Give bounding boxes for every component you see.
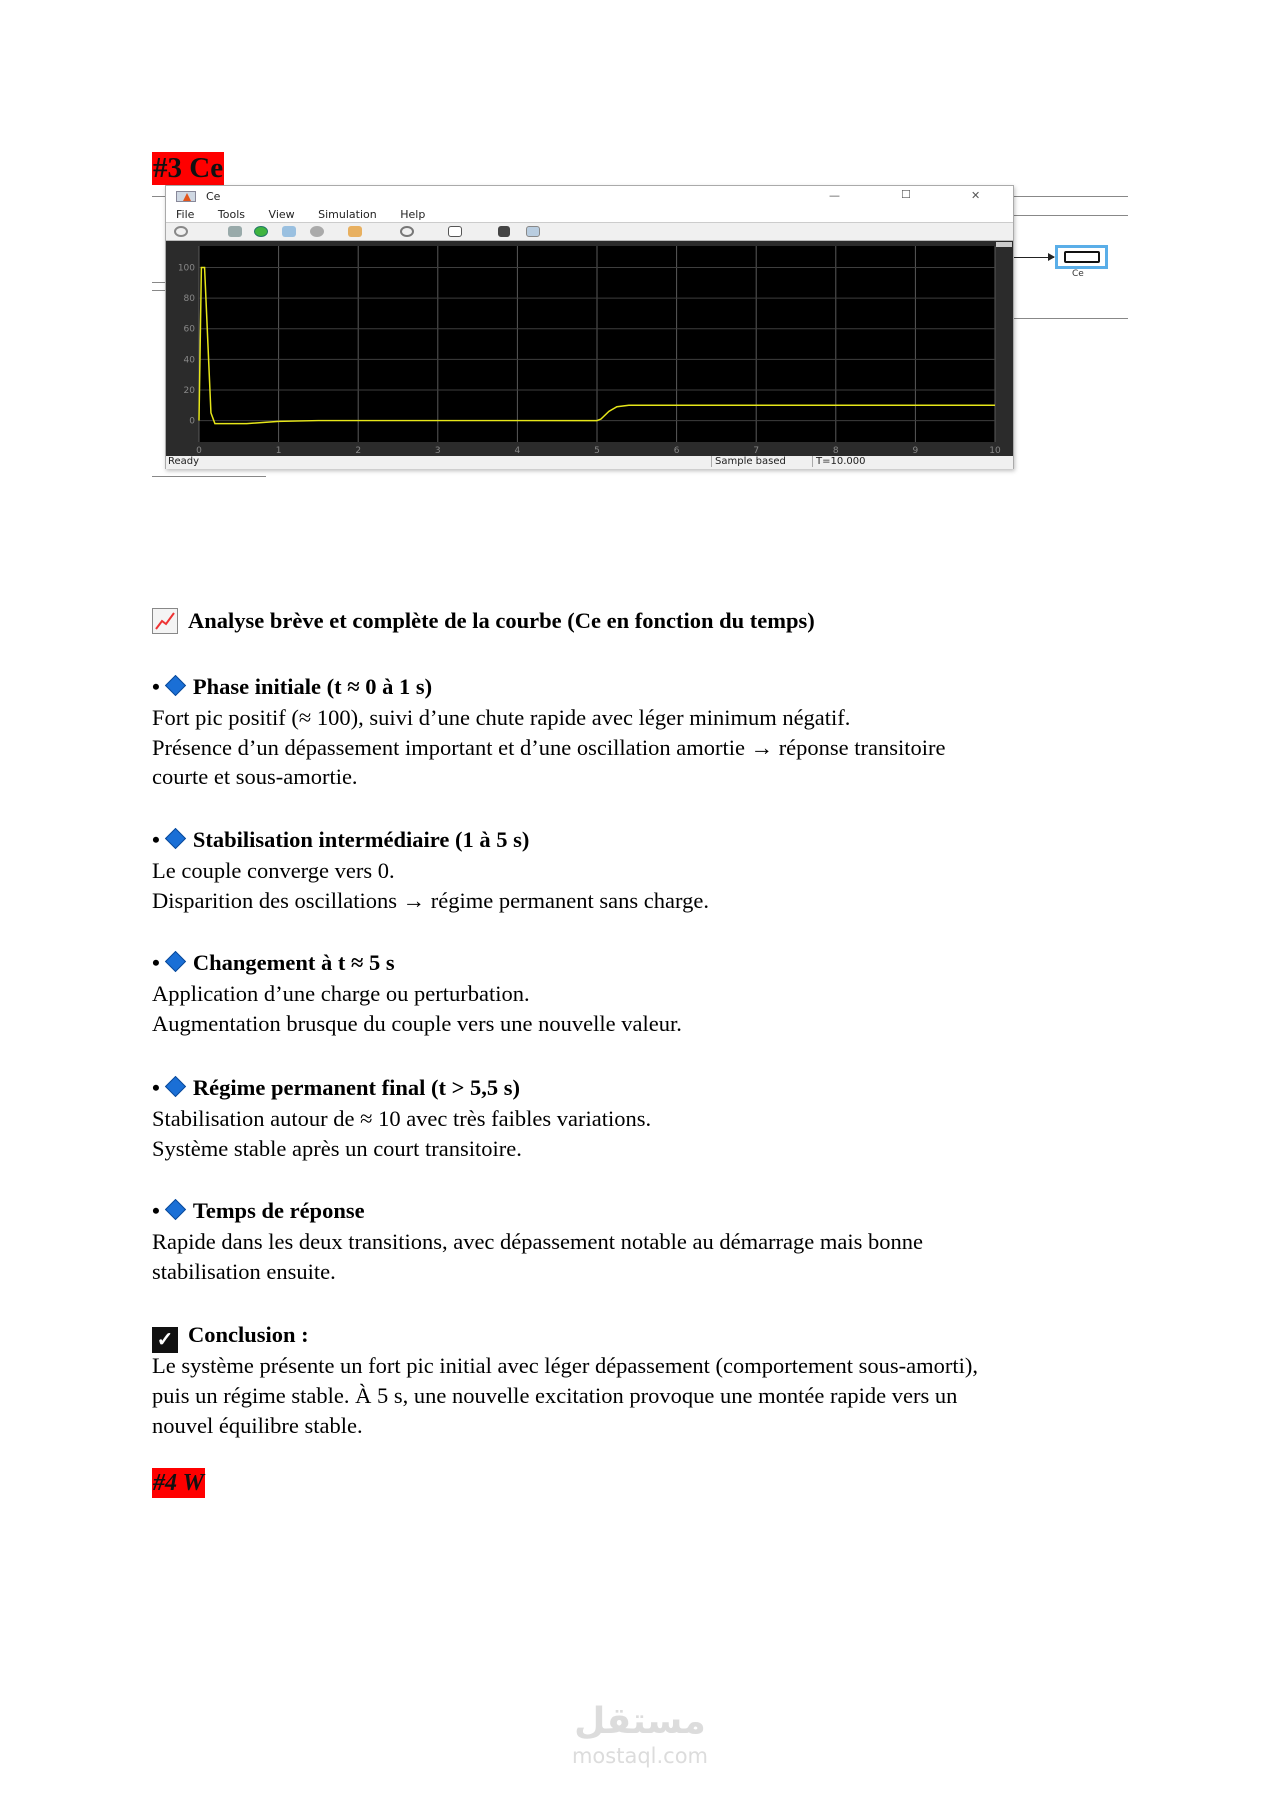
title-bar [166, 186, 1013, 208]
bullet-heading [152, 1073, 520, 1103]
watermark-latin: mostaql.com [571, 1744, 709, 1768]
watermark-arabic: مستقل [574, 1701, 706, 1742]
bullet-dot: • [152, 950, 160, 975]
x-tick-label: 4 [514, 446, 521, 456]
bullet-line: Application d’une charge ou perturbation. [152, 981, 530, 1006]
model-wire [1014, 318, 1128, 319]
section-4-tag: #4 W [153, 1470, 204, 1496]
bullet-line: Augmentation brusque du couple vers une nouvelle valeur. [152, 1010, 682, 1036]
blue-diamond-icon [165, 675, 186, 696]
conclusion-title: Conclusion : [188, 1322, 309, 1347]
model-wire [1014, 215, 1128, 216]
y-tick-label: 80 [183, 294, 195, 305]
chart-increasing-icon [152, 608, 178, 634]
conclusion-heading [152, 1320, 309, 1353]
blue-diamond-icon [165, 1076, 186, 1097]
menu-view[interactable]: View [268, 208, 295, 221]
x-tick-label: 1 [275, 446, 282, 456]
bullet-title: Phase initiale (t ≈ 0 à 1 s) [192, 674, 433, 699]
triggers-icon[interactable] [498, 226, 510, 237]
menu-help[interactable]: Help [400, 208, 426, 221]
scope-block[interactable] [1055, 245, 1108, 269]
bullet-line: Présence d’un dépassement important et d’une oscillation amortie → réponse transitoire [152, 734, 946, 760]
bullet-dot: • [152, 1075, 160, 1100]
bullet-title: Stabilisation intermédiaire (1 à 5 s) [192, 827, 530, 852]
bullet-line: Système stable après un court transitoire. [152, 1135, 522, 1161]
bullet-line: Disparition des oscillations → régime permanent sans charge. [152, 887, 709, 913]
bullet-line: Fort pic positif (≈ 100), suivi d’une chute rapide avec léger minimum négatif. [152, 705, 851, 730]
bullet-line: courte et sous-amortie. [152, 764, 358, 789]
y-tick-label: 60 [183, 324, 195, 335]
conclusion-line: Le système présente un fort pic initial avec léger dépassement (comportement sous-amorti), [152, 1353, 978, 1378]
bullet-line: Le couple converge vers 0. [152, 858, 395, 883]
conclusion-line: nouvel équilibre stable. [152, 1413, 363, 1438]
x-tick-label: 3 [434, 446, 441, 456]
menu-file[interactable]: File [176, 208, 195, 221]
conclusion-line: puis un régime stable. À 5 s, une nouvelle excitation provoque une montée rapide vers un [152, 1383, 958, 1408]
bullet-title: Régime permanent final (t > 5,5 s) [192, 1075, 521, 1100]
x-tick-label: 10 [989, 446, 1001, 456]
bullet-line: stabilisation ensuite. [152, 1258, 336, 1284]
step-forward-icon[interactable] [282, 226, 296, 237]
legend-toggle-icon [996, 242, 1012, 247]
menu-tools[interactable]: Tools [217, 208, 246, 221]
model-wire [152, 476, 266, 477]
bullet-dot: • [152, 827, 160, 852]
arrow-head-icon [1048, 253, 1055, 261]
model-wire [152, 196, 166, 197]
zoom-icon[interactable] [400, 226, 414, 237]
highlight-icon[interactable] [348, 226, 362, 237]
matlab-icon [176, 191, 196, 202]
blue-diamond-icon [165, 828, 186, 849]
bullet-heading [152, 1196, 365, 1226]
maximize-button[interactable]: ☐ [901, 188, 911, 201]
x-tick-label: 8 [832, 446, 839, 456]
run-button[interactable] [254, 226, 268, 237]
bullet-heading [152, 948, 395, 978]
status-time: T=10.000 [812, 456, 865, 467]
scope-display [166, 241, 1013, 456]
bullet-title: Temps de réponse [192, 1198, 365, 1223]
minimize-button[interactable]: — [829, 189, 840, 202]
bullet-line: Stabilisation autour de ≈ 10 avec très faibles variations. [152, 1106, 652, 1131]
section-3-tag: #3 Ce [153, 152, 224, 184]
y-tick-label: 0 [189, 416, 195, 427]
bullet-dot: • [152, 1198, 160, 1223]
status-ready: Ready [168, 456, 200, 467]
bullet-dot: • [152, 674, 160, 699]
analysis-heading [152, 606, 815, 636]
blue-diamond-icon [165, 1199, 186, 1220]
autoscale-icon[interactable] [448, 226, 462, 237]
stop-button[interactable] [310, 226, 324, 237]
analysis-heading-text: Analyse brève et complète de la courbe (Ce en fonction du temps) [188, 608, 815, 633]
x-tick-label: 9 [912, 446, 919, 456]
settings-gear-icon[interactable] [174, 226, 188, 237]
x-tick-label: 6 [673, 446, 680, 456]
model-wire [152, 282, 166, 283]
toolbar [166, 223, 1013, 241]
menu-bar [166, 208, 1013, 223]
y-tick-label: 40 [183, 355, 195, 366]
check-mark-icon: ✓ [152, 1327, 178, 1353]
measurements-icon[interactable] [526, 226, 540, 237]
scope-plot [166, 241, 1013, 456]
step-back-icon[interactable] [228, 226, 242, 237]
x-tick-label: 2 [355, 446, 362, 456]
bullet-heading [152, 825, 529, 855]
scope-block-label: Ce [1072, 269, 1084, 279]
blue-diamond-icon [165, 951, 186, 972]
status-mode: Sample based [711, 456, 786, 467]
y-tick-label: 20 [183, 385, 195, 396]
model-wire [152, 290, 166, 291]
window-title: Ce [206, 190, 221, 203]
x-tick-label: 5 [594, 446, 600, 456]
bullet-heading [152, 672, 432, 702]
watermark-logo [540, 1700, 740, 1768]
close-button[interactable]: ✕ [971, 189, 981, 202]
scope-block-screen-icon [1064, 251, 1100, 263]
scope-window [165, 185, 1014, 469]
bullet-line: Rapide dans les deux transitions, avec dépassement notable au démarrage mais bonne [152, 1229, 923, 1254]
x-tick-label: 7 [753, 446, 760, 456]
y-tick-label: 100 [177, 263, 195, 274]
bullet-title: Changement à t ≈ 5 s [192, 950, 395, 975]
menu-simulation[interactable]: Simulation [318, 208, 377, 221]
x-tick-label: 0 [196, 446, 202, 456]
status-bar [166, 456, 1013, 469]
model-wire [1014, 196, 1128, 197]
